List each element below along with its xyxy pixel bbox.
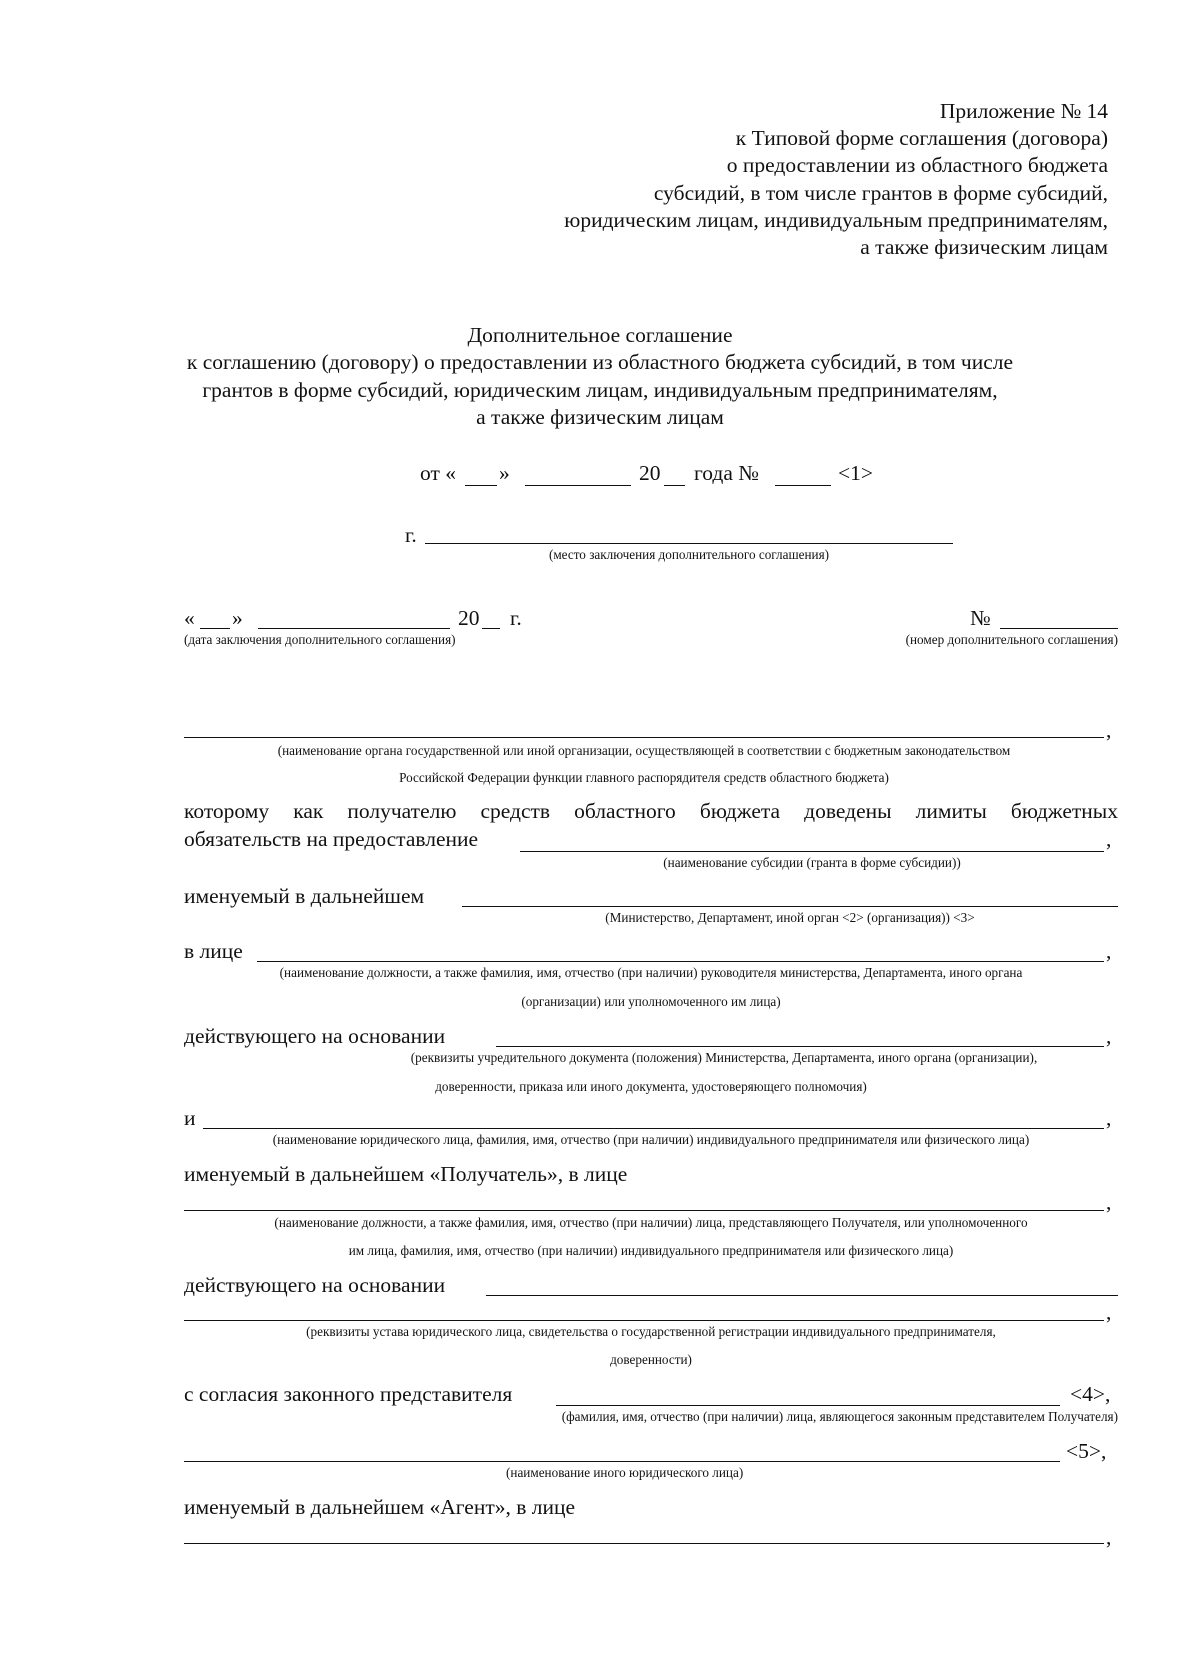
limits-comma: , bbox=[1106, 827, 1112, 851]
place-caption: (место заключения дополнительного соглашения) bbox=[548, 547, 830, 562]
recipient-representative-field[interactable] bbox=[184, 1210, 1104, 1211]
title-line-2: к соглашению (договору) о предоставлении из областного бюджета субсидий, в том числе bbox=[186, 350, 1014, 375]
consent-label: с согласия законного представителя bbox=[184, 1382, 513, 1406]
person-comma: , bbox=[1106, 939, 1112, 963]
signing-year-prefix: 20 bbox=[458, 606, 480, 630]
subsidy-caption: (наименование субсидии (гранта в форме субсидии)) bbox=[663, 855, 961, 870]
agent-representative-field[interactable] bbox=[184, 1543, 1104, 1544]
supplementary-number-caption: (номер дополнительного соглашения) bbox=[905, 632, 1118, 647]
ministry-name-field[interactable] bbox=[462, 906, 1118, 907]
signing-year-suffix: г. bbox=[510, 606, 522, 630]
person-caption-1: (наименование должности, а также фамилия, имя, отчество (при наличии) руководителя министерства, Департамента, иного органа bbox=[279, 965, 1023, 980]
recipient-label: именуемый в дальнейшем «Получатель», в лице bbox=[184, 1162, 628, 1186]
title-line-3: грантов в форме субсидий, юридическим лицам, индивидуальным предпринимателям, bbox=[202, 377, 998, 402]
header-line-3: о предоставлении из областного бюджета bbox=[726, 153, 1108, 178]
agent-label: именуемый в дальнейшем «Агент», в лице bbox=[184, 1495, 576, 1519]
person-caption-2: (организации) или уполномоченного им лица) bbox=[521, 994, 781, 1009]
header-line-5: юридическим лицам, индивидуальным предпринимателям, bbox=[564, 207, 1108, 232]
footnote-ref-1: <1> bbox=[838, 461, 874, 485]
and-comma: , bbox=[1106, 1106, 1112, 1130]
limits-line-1: которому как получателю средств областного бюджета доведены лимиты бюджетных bbox=[184, 799, 1118, 823]
recipient-comma: , bbox=[1106, 1190, 1112, 1214]
year-field[interactable] bbox=[664, 485, 685, 486]
signing-date-caption: (дата заключения дополнительного соглашения) bbox=[184, 632, 456, 647]
other-entity-caption: (наименование иного юридического лица) bbox=[506, 1465, 744, 1480]
year-prefix: 20 bbox=[639, 461, 661, 485]
header-line-1: Приложение № 14 bbox=[939, 99, 1108, 123]
basis-1-caption-2: доверенности, приказа или иного документа, удостоверяющего полномочия) bbox=[435, 1079, 867, 1094]
basis-2-caption-1: (реквизиты устава юридического лица, свидетельства о государственной регистрации индивидуального предпринимателя, bbox=[306, 1324, 996, 1339]
legal-representative-field[interactable] bbox=[556, 1405, 1060, 1406]
day-field[interactable] bbox=[465, 485, 497, 486]
organ-caption-1: (наименование органа государственной или иной организации, осуществляющей в соответствии с бюджетным законодательством bbox=[277, 743, 1011, 758]
header-line-6: а также физическим лицам bbox=[860, 235, 1108, 260]
ministry-caption: (Министерство, Департамент, иной орган <2> (организация)) <3> bbox=[605, 910, 975, 925]
basis-1-label: действующего на основании bbox=[184, 1024, 446, 1048]
basis-2-caption-2: доверенности) bbox=[610, 1352, 692, 1367]
basis-1-field[interactable] bbox=[496, 1046, 1104, 1047]
basis-2-label: действующего на основании bbox=[184, 1273, 446, 1297]
agent-comma: , bbox=[1106, 1525, 1112, 1549]
signing-year-field[interactable] bbox=[482, 628, 500, 629]
organ-comma: , bbox=[1106, 718, 1112, 742]
basis-1-comma: , bbox=[1106, 1024, 1112, 1048]
organ-caption-2: Российской Федерации функции главного распорядителя средств областного бюджета) bbox=[399, 770, 889, 785]
footnote-ref-4: <4>, bbox=[1070, 1382, 1111, 1406]
basis-1-caption-1: (реквизиты учредительного документа (положения) Министерства, Департамента, иного органа (организации), bbox=[410, 1050, 1038, 1065]
signing-day-field[interactable] bbox=[200, 628, 230, 629]
other-entity-field[interactable] bbox=[184, 1461, 1060, 1462]
recipient-caption-1: (наименование должности, а также фамилия, имя, отчество (при наличии) лица, представляющего Получателя, или уполномоченного bbox=[274, 1215, 1028, 1230]
date-from-label: от « bbox=[420, 461, 456, 485]
footnote-ref-5: <5>, bbox=[1066, 1439, 1107, 1463]
appendix-header bbox=[564, 98, 1108, 261]
document-title bbox=[0, 322, 1200, 432]
basis-2-field[interactable] bbox=[486, 1295, 1118, 1296]
number-sign: № bbox=[970, 606, 991, 630]
subsidy-name-field[interactable] bbox=[520, 851, 1104, 852]
date-close-quote-2: » bbox=[232, 606, 243, 630]
person-label: в лице bbox=[184, 939, 243, 963]
basis-2-comma: , bbox=[1106, 1300, 1112, 1324]
recipient-name-caption: (наименование юридического лица, фамилия, имя, отчество (при наличии) индивидуального предпринимателя или физического лица) bbox=[272, 1132, 1030, 1147]
date-close-quote: » bbox=[499, 461, 510, 485]
year-number-label: года № bbox=[694, 461, 759, 485]
title-line-4: а также физическим лицам bbox=[476, 405, 724, 430]
and-label: и bbox=[184, 1106, 196, 1130]
named-label: именуемый в дальнейшем bbox=[184, 884, 425, 908]
signing-month-field[interactable] bbox=[258, 628, 450, 629]
agreement-number-field[interactable] bbox=[775, 485, 831, 486]
legal-representative-caption: (фамилия, имя, отчество (при наличии) лица, являющегося законным представителем Получателя) bbox=[561, 1409, 1118, 1424]
header-line-2: к Типовой форме соглашения (договора) bbox=[735, 126, 1108, 151]
head-person-field[interactable] bbox=[257, 961, 1104, 962]
place-field[interactable] bbox=[425, 543, 953, 544]
header-line-4: субсидий, в том числе грантов в форме субсидий, bbox=[653, 180, 1108, 205]
month-field[interactable] bbox=[525, 485, 631, 486]
title-line-1: Дополнительное соглашение bbox=[467, 323, 733, 347]
supplementary-number-field[interactable] bbox=[1000, 628, 1118, 629]
date-open-quote: « bbox=[184, 606, 195, 630]
limits-line-2: обязательств на предоставление bbox=[184, 827, 479, 851]
city-prefix: г. bbox=[405, 523, 417, 547]
basis-2-field-continued[interactable] bbox=[184, 1320, 1104, 1321]
recipient-caption-2: им лица, фамилия, имя, отчество (при наличии) индивидуального предпринимателя или физического лица) bbox=[348, 1243, 954, 1258]
recipient-name-field[interactable] bbox=[203, 1128, 1104, 1129]
organ-name-field[interactable] bbox=[184, 737, 1104, 738]
